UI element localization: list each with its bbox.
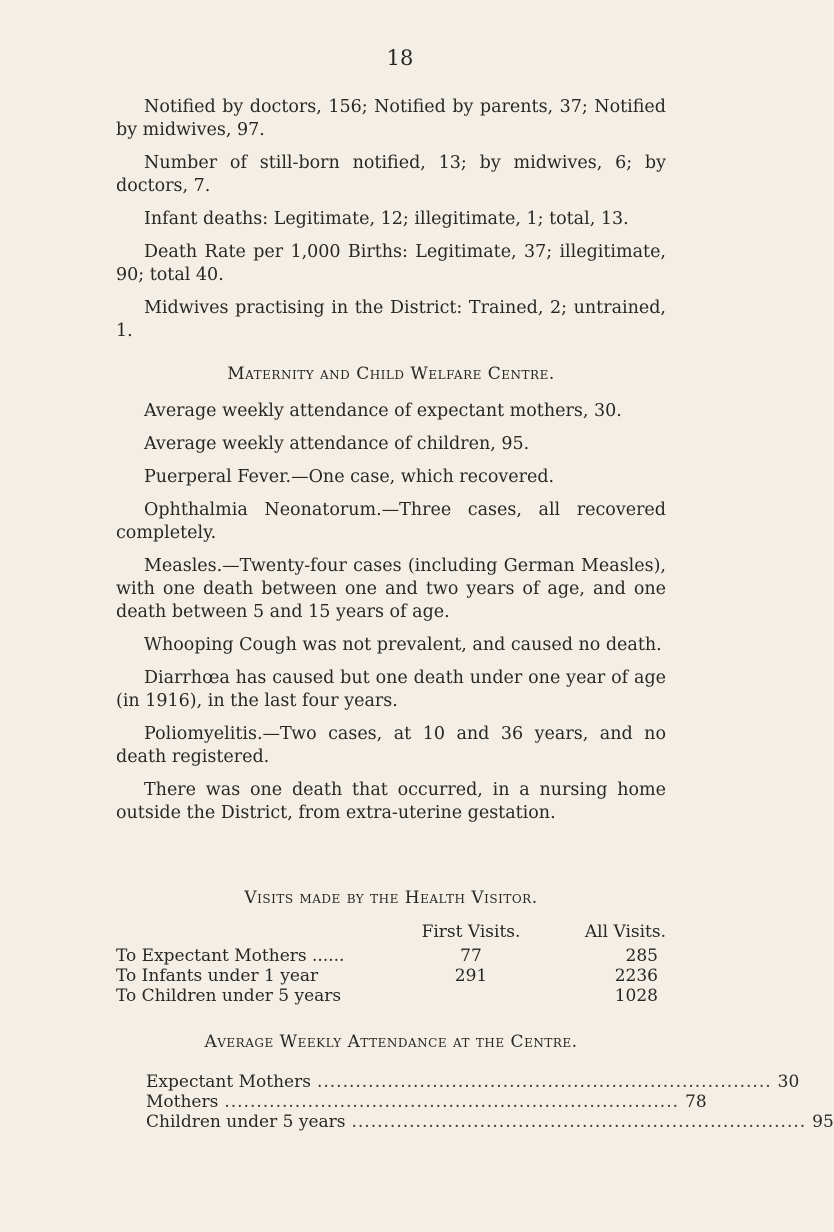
attendance-list [146,1072,834,1132]
paragraph-children-attendance: Average weekly attendance of children, 95. [144,434,530,454]
first-visits-value [396,986,546,1006]
paragraph-notifications: Notified by doctors, 156; Notified by parents, 37; Notified by midwives, 97. [116,97,666,140]
visits-heading: Visits made by the Health Visitor. [244,888,538,908]
paragraph-midwives: Midwives practising in the District: Trained, 2; untrained, 1. [116,298,666,341]
page-number: 18 [386,46,414,70]
dot-leader: ....................................................................... [224,1092,680,1112]
dot-leader: ....................................................................... [316,1072,772,1092]
table-row [116,966,666,986]
row-label: To Expectant Mothers ...... [116,946,345,966]
paragraph-still-born: Number of still-born notified, 13; by midwives, 6; by doctors, 7. [116,153,666,196]
paragraph-whooping-cough: Whooping Cough was not prevalent, and caused no death. [144,635,662,655]
attendance-heading: Average Weekly Attendance at the Centre. [204,1032,578,1052]
first-visits-value: 77 [460,946,482,966]
visits-header-row [116,922,666,946]
list-item [146,1092,707,1112]
paragraph-nursing-home: There was one death that occurred, in a nursing home outside the District, from extra-uterine gestation. [116,780,666,823]
attendance-label: Mothers [146,1092,219,1112]
attendance-value: 95 [812,1112,834,1132]
attendance-label: Children under 5 years [146,1112,346,1132]
attendance-value: 78 [685,1092,707,1112]
first-visits-value: 291 [454,966,488,986]
attendance-section [116,1012,834,1132]
paragraph-expectant-attendance: Average weekly attendance of expectant mothers, 30. [144,401,622,421]
table-row [116,946,666,966]
column-all-visits: All Visits. [584,922,666,942]
row-label: To Children under 5 years [116,986,342,1006]
attendance-label: Expectant Mothers [146,1072,311,1092]
table-row [116,986,666,1006]
paragraph-diarrhoea: Diarrhœa has caused but one death under one year of age (in 1916), in the last four years. [116,668,666,711]
body-text [116,96,666,835]
visits-section [116,868,666,1006]
visits-table [116,922,666,1006]
row-label: To Infants under 1 year [116,966,319,986]
paragraph-puerperal-fever: Puerperal Fever.—One case, which recovered. [144,467,555,487]
paragraph-poliomyelitis: Poliomyelitis.—Two cases, at 10 and 36 years, and no death registered. [116,724,666,767]
dot-leader: ....................................................................... [351,1112,807,1132]
maternity-heading: Maternity and Child Welfare Centre. [227,364,555,384]
list-item [146,1072,800,1092]
paragraph-ophthalmia: Ophthalmia Neonatorum.—Three cases, all recovered completely. [116,500,666,543]
attendance-value: 30 [777,1072,800,1092]
column-first-visits: First Visits. [421,922,521,942]
paragraph-measles: Measles.—Twenty-four cases (including German Measles), with one death between one and two years of age, and one death between 5 and 15 years of age. [116,556,666,622]
all-visits-value: 1028 [614,986,658,1006]
all-visits-value: 2236 [614,966,658,986]
list-item [146,1112,834,1132]
all-visits-value: 285 [625,946,658,966]
paragraph-infant-deaths: Infant deaths: Legitimate, 12; illegitimate, 1; total, 13. [144,209,629,229]
paragraph-death-rate: Death Rate per 1,000 Births: Legitimate, 37; illegitimate, 90; total 40. [116,242,666,285]
